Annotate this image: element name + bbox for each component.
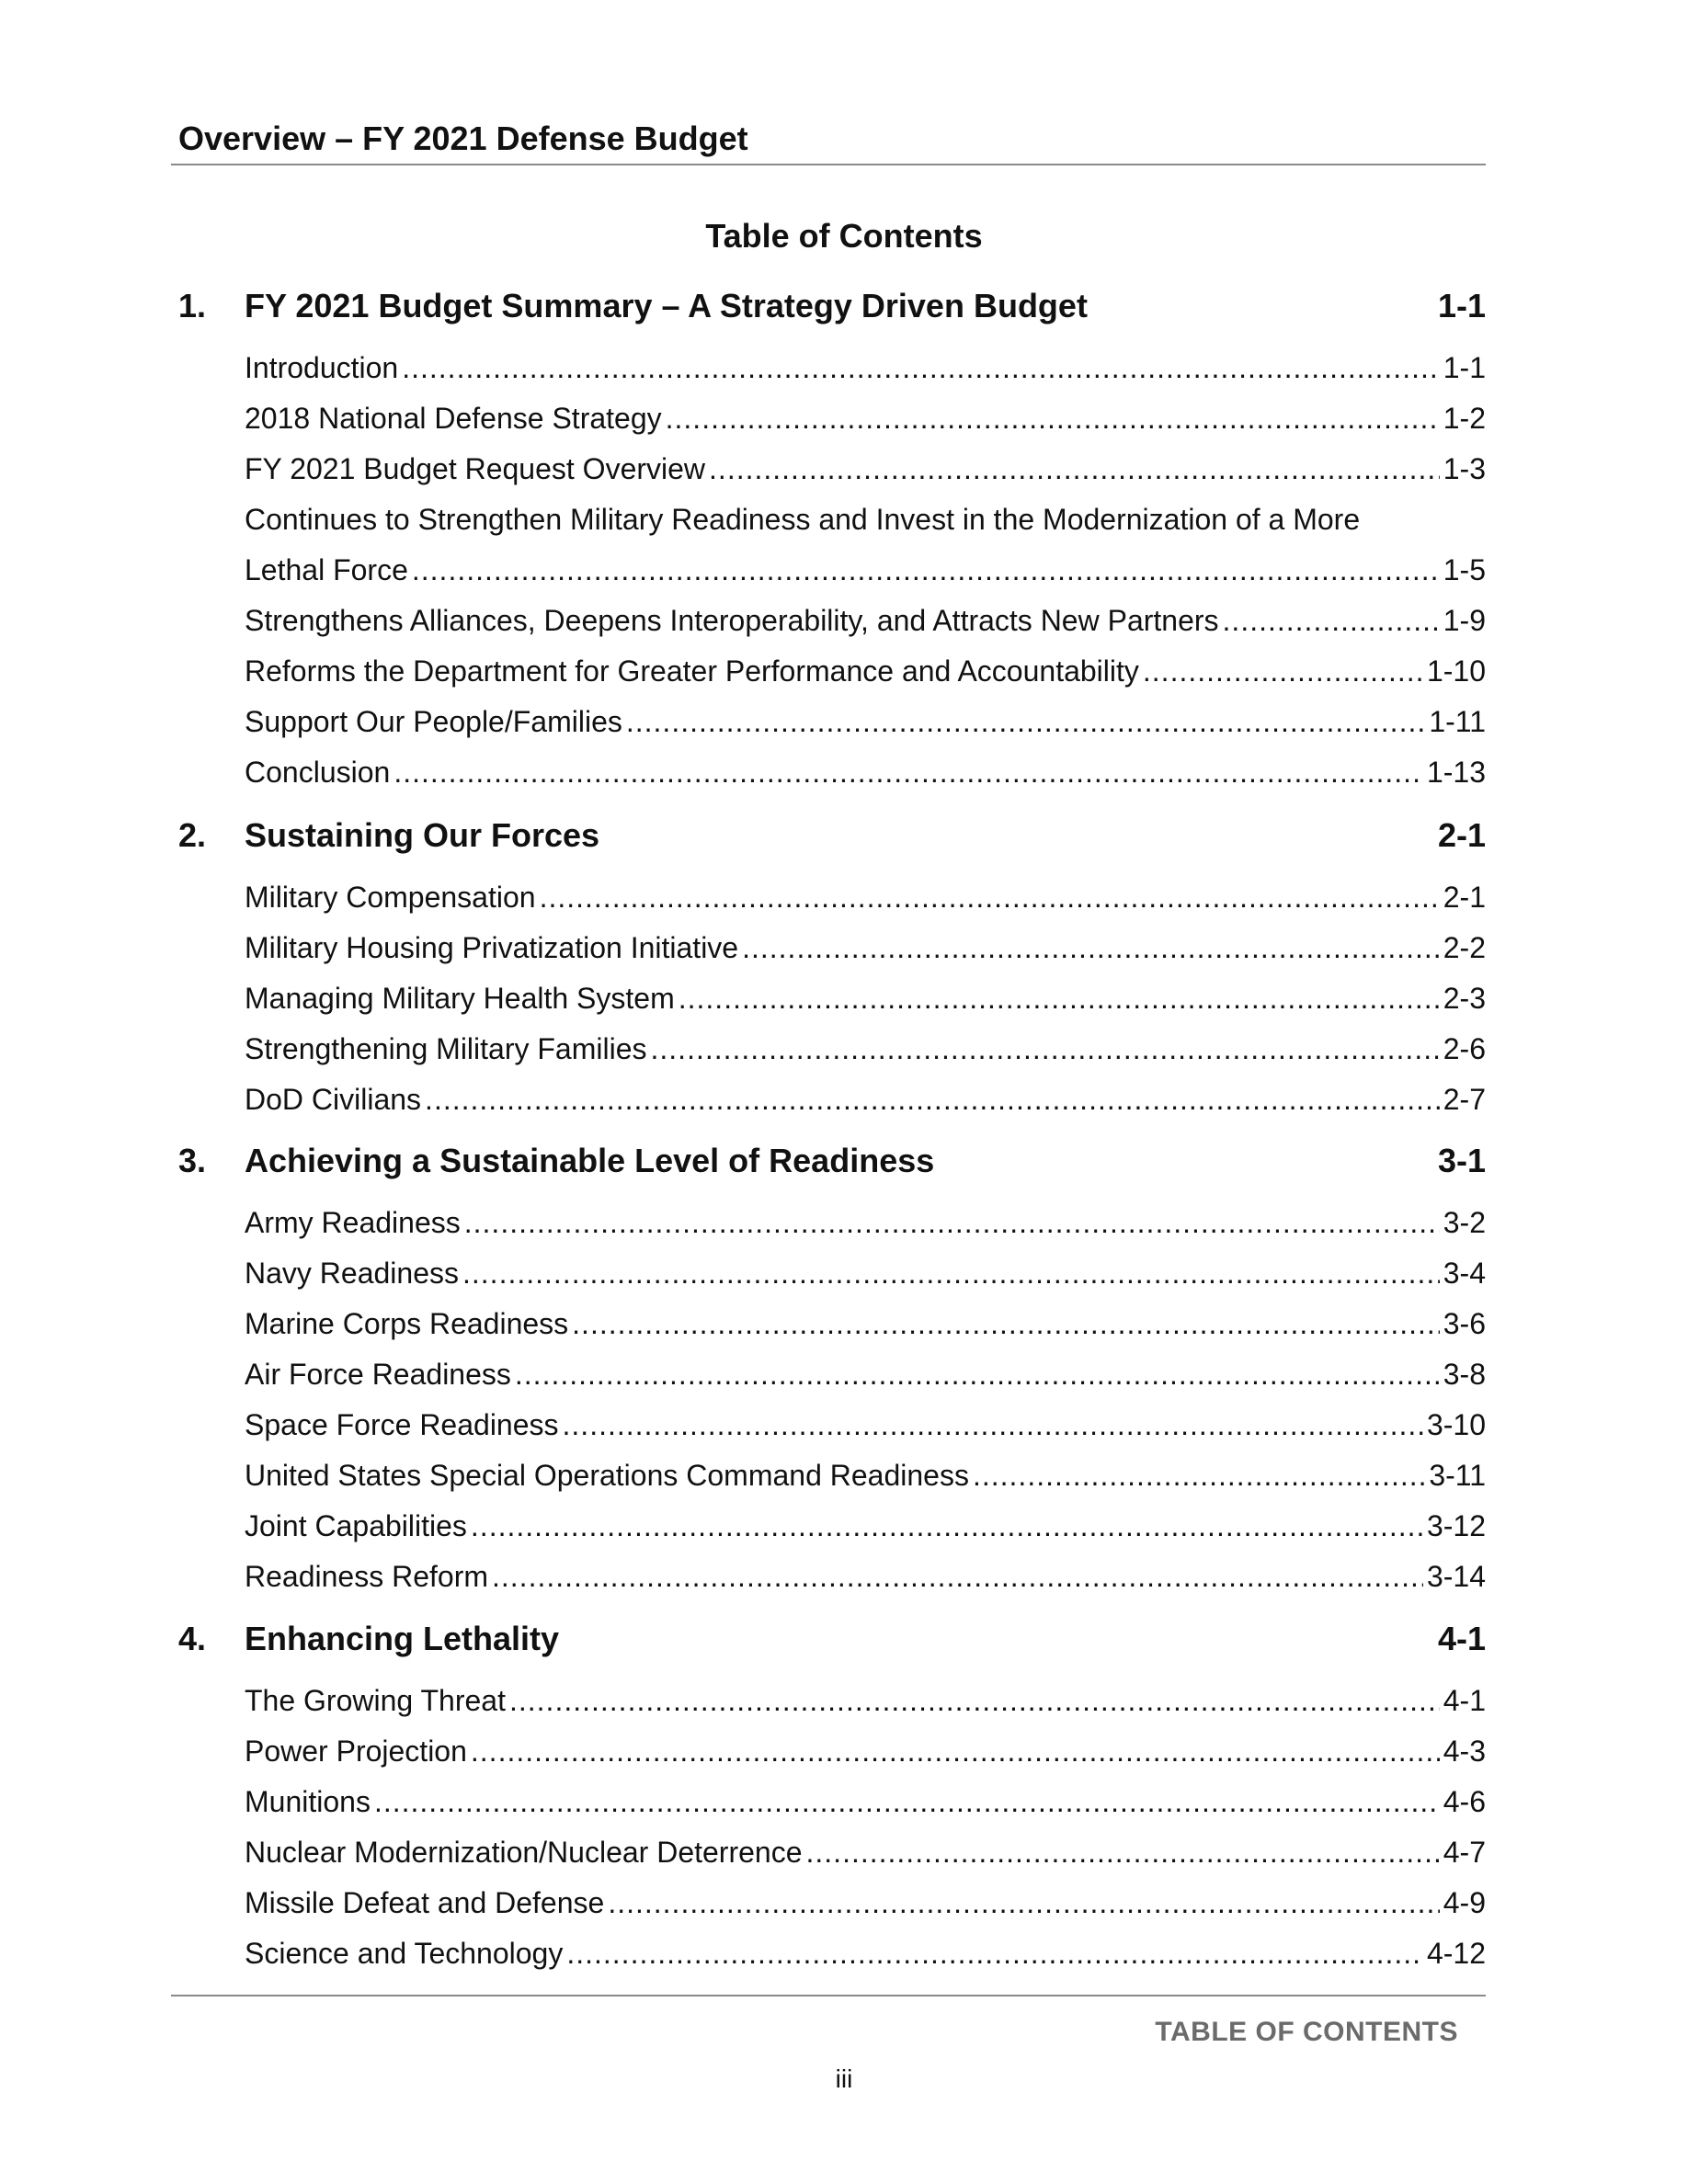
toc-entry-label: Navy Readiness (245, 1257, 459, 1290)
dot-leader (471, 1509, 1423, 1543)
toc-entry-page: 1-11 (1429, 705, 1486, 738)
toc-entry-page: 2-3 (1443, 982, 1486, 1015)
toc-entry-label: FY 2021 Budget Request Overview (245, 452, 706, 485)
toc-entry[interactable] (245, 1083, 1486, 1120)
toc-entry-label: Readiness Reform (245, 1560, 488, 1593)
toc-entry[interactable] (245, 1735, 1486, 1771)
dot-leader (471, 1735, 1440, 1769)
dot-leader (393, 756, 1423, 790)
dot-leader (509, 1684, 1440, 1718)
toc-entry-page: 4-12 (1426, 1937, 1486, 1970)
toc-entry-page: 1-5 (1443, 553, 1486, 586)
toc-entry-label: Managing Military Health System (245, 982, 675, 1015)
dot-leader (412, 553, 1440, 587)
dot-leader (679, 982, 1440, 1016)
toc-entry-page: 4-3 (1443, 1735, 1486, 1768)
section-page: 4-1 (1437, 1620, 1486, 1657)
toc-entry[interactable] (245, 931, 1486, 968)
dot-leader (666, 402, 1440, 436)
toc-entry-label: The Growing Threat (245, 1684, 506, 1717)
toc-entry[interactable] (245, 1836, 1486, 1872)
toc-entry[interactable] (245, 1509, 1486, 1546)
toc-entry[interactable] (245, 351, 1486, 388)
toc-entry-page: 2-7 (1443, 1083, 1486, 1116)
dot-leader (572, 1307, 1440, 1341)
dot-leader (709, 452, 1440, 486)
toc-entry-label: Continues to Strengthen Military Readiness and Invest in the Modernization of a More (245, 503, 1361, 536)
section-number: 2. (178, 816, 207, 854)
section-heading[interactable] (178, 816, 1486, 857)
toc-entry-page: 3-12 (1426, 1509, 1486, 1542)
dot-leader (540, 881, 1440, 915)
toc-entry[interactable] (245, 452, 1486, 489)
section-number: 3. (178, 1142, 207, 1179)
page-header (171, 114, 1486, 165)
footer-label: TABLE OF CONTENTS (1155, 2017, 1458, 2047)
toc-entry-page: 3-2 (1443, 1206, 1486, 1239)
toc-entry[interactable] (245, 1459, 1486, 1496)
toc-entry[interactable] (245, 604, 1486, 641)
toc-entry-page: 4-1 (1443, 1684, 1486, 1717)
toc-entry-label: Munitions (245, 1785, 371, 1818)
toc-entry[interactable] (245, 756, 1486, 792)
toc-entry[interactable] (245, 881, 1486, 917)
section-title: Achieving a Sustainable Level of Readiness (245, 1142, 935, 1179)
dot-leader (1143, 654, 1423, 688)
toc-entry[interactable] (245, 1560, 1486, 1597)
toc-entry-label: Science and Technology (245, 1937, 564, 1970)
toc-entry[interactable] (245, 654, 1486, 691)
toc-entry-page: 3-8 (1443, 1358, 1486, 1391)
toc-entry-page: 1-1 (1443, 351, 1486, 384)
section-page: 3-1 (1437, 1142, 1486, 1179)
document-title: Overview – FY 2021 Defense Budget (178, 119, 748, 157)
toc-entry-label: Army Readiness (245, 1206, 461, 1239)
section-number: 1. (178, 287, 207, 324)
toc-entry-label: Strengthening Military Families (245, 1032, 647, 1065)
toc-entry-page: 3-14 (1426, 1560, 1486, 1593)
dot-leader (563, 1408, 1423, 1442)
toc-entry[interactable] (245, 553, 1486, 590)
footer-divider (171, 1995, 1486, 1996)
dot-leader (626, 705, 1425, 739)
dot-leader (608, 1886, 1439, 1920)
dot-leader (742, 931, 1440, 965)
dot-leader (1223, 604, 1440, 638)
dot-leader (425, 1083, 1440, 1117)
toc-entry[interactable] (245, 1358, 1486, 1394)
toc-entry[interactable] (245, 1785, 1486, 1822)
toc-entry-label: Nuclear Modernization/Nuclear Deterrence (245, 1836, 803, 1869)
toc-entry-page: 1-13 (1426, 756, 1486, 789)
toc-entry[interactable] (245, 1886, 1486, 1923)
toc-entry[interactable] (245, 1206, 1486, 1243)
section-page: 2-1 (1437, 816, 1486, 854)
toc-entry-label: Military Compensation (245, 881, 536, 914)
toc-entry-page: 4-9 (1443, 1886, 1486, 1919)
dot-leader (492, 1560, 1423, 1594)
toc-entry[interactable] (245, 1257, 1486, 1293)
dot-leader (402, 351, 1440, 385)
toc-entry-label: DoD Civilians (245, 1083, 422, 1116)
toc-entry-page: 3-6 (1443, 1307, 1486, 1340)
toc-entry-page: 2-6 (1443, 1032, 1486, 1065)
toc-entry[interactable] (245, 1032, 1486, 1069)
toc-entry-page: 4-6 (1443, 1785, 1486, 1818)
section-number: 4. (178, 1620, 207, 1657)
toc-entry[interactable] (245, 1408, 1486, 1445)
section-heading[interactable] (178, 1142, 1486, 1182)
section-heading[interactable] (178, 287, 1486, 327)
toc-entry-page: 3-11 (1429, 1459, 1486, 1492)
toc-entry-label: United States Special Operations Command Readiness (245, 1459, 969, 1492)
toc-entry[interactable] (245, 982, 1486, 1018)
toc-entry[interactable] (245, 503, 1486, 540)
dot-leader (515, 1358, 1440, 1392)
toc-entry-page: 2-1 (1443, 881, 1486, 914)
toc-entry-label: Space Force Readiness (245, 1408, 559, 1441)
toc-entry-label: Lethal Force (245, 553, 408, 586)
page-number: iii (835, 2065, 853, 2093)
toc-entry-page: 1-2 (1443, 402, 1486, 435)
toc-entry-label: Introduction (245, 351, 399, 384)
toc-entry-label: Air Force Readiness (245, 1358, 511, 1391)
toc-entry-page: 1-10 (1426, 654, 1486, 688)
toc-entry-label: Strengthens Alliances, Deepens Interoperability, and Attracts New Partners (245, 604, 1219, 637)
section-heading[interactable] (178, 1620, 1486, 1660)
toc-entry[interactable] (245, 1684, 1486, 1721)
toc-entry-label: Missile Defeat and Defense (245, 1886, 605, 1919)
toc-entry[interactable] (245, 1307, 1486, 1344)
dot-leader (806, 1836, 1440, 1870)
toc-title: Table of Contents (705, 217, 983, 255)
toc-entry-label: Marine Corps Readiness (245, 1307, 569, 1340)
toc-entry-page: 3-10 (1426, 1408, 1486, 1441)
toc-entry-page: 1-9 (1443, 604, 1486, 637)
toc-entry-label: Joint Capabilities (245, 1509, 467, 1542)
toc-entry-page: 4-7 (1443, 1836, 1486, 1869)
toc-entry-label: Conclusion (245, 756, 391, 789)
toc-entry[interactable] (245, 1937, 1486, 1974)
dot-leader (374, 1785, 1440, 1819)
toc-entry-page: 2-2 (1443, 931, 1486, 964)
dot-leader (566, 1937, 1423, 1971)
toc-entry-page: 1-3 (1443, 452, 1486, 485)
toc-entry[interactable] (245, 705, 1486, 742)
dot-leader (651, 1032, 1440, 1066)
toc-entry[interactable] (245, 402, 1486, 438)
toc-entry-label: 2018 National Defense Strategy (245, 402, 662, 435)
dot-leader (973, 1459, 1425, 1493)
dot-leader (464, 1206, 1440, 1240)
toc-entry-label: Support Our People/Families (245, 705, 622, 738)
toc-entry-label: Power Projection (245, 1735, 467, 1768)
section-title: FY 2021 Budget Summary – A Strategy Driven Budget (245, 287, 1088, 324)
toc-entry-label: Reforms the Department for Greater Performance and Accountability (245, 654, 1139, 688)
section-title: Sustaining Our Forces (245, 816, 600, 854)
section-page: 1-1 (1437, 287, 1486, 324)
toc-entry-label: Military Housing Privatization Initiative (245, 931, 739, 964)
section-title: Enhancing Lethality (245, 1620, 560, 1657)
dot-leader (462, 1257, 1440, 1291)
toc-entry-page: 3-4 (1443, 1257, 1486, 1290)
